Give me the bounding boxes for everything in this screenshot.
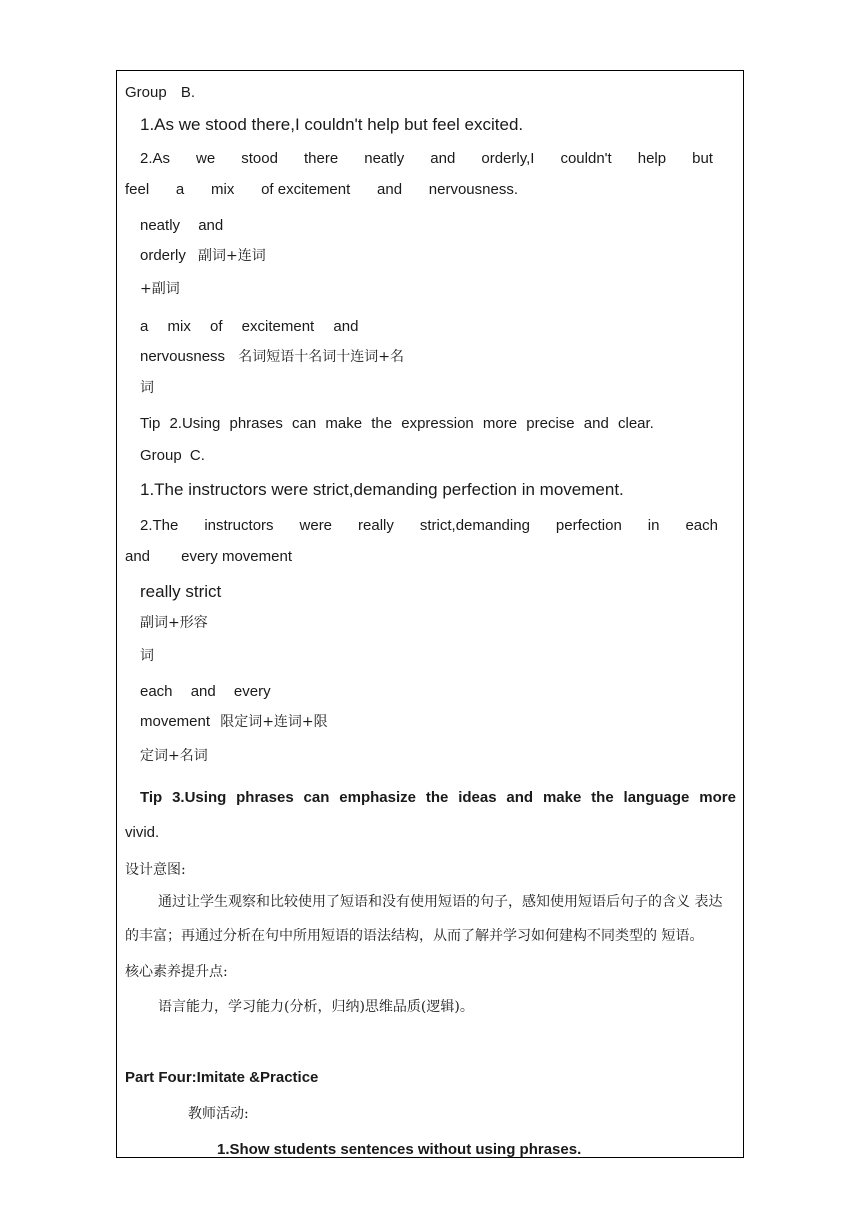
- tip-word: the: [591, 789, 614, 806]
- tip-word: the: [425, 789, 449, 806]
- sentence-word: we: [196, 150, 216, 167]
- design-intent-label: 设计意图:: [125, 862, 186, 878]
- sentence-word: mix: [211, 181, 235, 198]
- sentence-word: instructors: [204, 517, 274, 534]
- phrase-really-strict-analysis-cont: 词: [140, 648, 154, 664]
- group-c-sentence-2-line-1: [140, 517, 718, 535]
- tip-2: Tip 2.Using phrases can make the expression more precise and clear.: [140, 415, 654, 432]
- phrase-nervousness-analysis: 名词短语十名词十连词+名: [238, 349, 404, 365]
- group-b-sentence-2-line-1: [140, 150, 713, 168]
- tip-word: ideas: [458, 789, 497, 806]
- phrase-orderly-analysis-cont: +副词: [140, 281, 180, 297]
- group-c-sentence-1: 1.The instructors were strict,demanding perfection in movement.: [140, 480, 624, 499]
- phrase-really-strict-analysis: 副词+形容: [140, 615, 208, 631]
- phrase-movement-analysis: 限定词+连词+限: [220, 714, 328, 730]
- core-literacy-text: 语言能力，学习能力(分析，归纳)思维品质(逻辑)。: [158, 999, 474, 1015]
- sentence-word: 2.As: [140, 150, 171, 167]
- sentence-word: of excitement: [261, 181, 351, 198]
- group-b-sentence-2-line-2: [125, 181, 518, 199]
- design-intent-line-1: 通过让学生观察和比较使用了短语和没有使用短语的句子，感知使用短语后句子的含义 表达: [158, 894, 723, 910]
- sentence-word: were: [299, 517, 333, 534]
- teacher-activity-label: 教师活动:: [188, 1106, 249, 1122]
- tip-word: language: [623, 789, 690, 806]
- part-four-title: Part Four:Imitate &Practice: [125, 1069, 319, 1086]
- sentence-word: every movement: [181, 548, 292, 565]
- sentence-word: orderly,I: [481, 150, 535, 167]
- phrase-orderly-analysis: 副词+连词: [198, 248, 266, 264]
- phrase-movement-text: movement: [140, 713, 211, 730]
- phrase-nervousness-analysis-cont: 词: [140, 380, 154, 396]
- core-literacy-label: 核心素养提升点:: [125, 964, 228, 980]
- phrase-orderly-text: orderly: [140, 247, 186, 264]
- group-c-label: Group C.: [140, 447, 205, 464]
- sentence-word: in: [647, 517, 660, 534]
- sentence-word: couldn't: [560, 150, 612, 167]
- sentence-word: help: [637, 150, 667, 167]
- tip-3-line-1: [140, 789, 736, 807]
- sentence-word: and: [125, 548, 151, 565]
- sentence-word: each: [685, 517, 718, 534]
- tip-word: can: [303, 789, 330, 806]
- sentence-word: and: [430, 150, 456, 167]
- sentence-word: and: [377, 181, 403, 198]
- tip-3-line-2: vivid.: [125, 824, 160, 841]
- sentence-word: a: [175, 181, 185, 198]
- sentence-word: nervousness.: [428, 181, 518, 198]
- sentence-word: 2.The: [140, 517, 179, 534]
- group-c-sentence-2-line-2: [125, 548, 292, 566]
- group-b-sentence-1: 1.As we stood there,I couldn't help but feel excited.: [140, 115, 524, 134]
- phrase-neatly-and: neatly and: [140, 217, 224, 234]
- phrase-orderly: [140, 247, 266, 265]
- tip-word: and: [506, 789, 534, 806]
- sentence-word: there: [304, 150, 339, 167]
- group-b-label: Group B.: [125, 84, 196, 101]
- tip-word: emphasize: [339, 789, 416, 806]
- tip-word: Tip: [140, 789, 163, 806]
- phrase-each-and-every: each and every: [140, 683, 271, 700]
- phrase-nervousness: [140, 348, 404, 366]
- tip-word: phrases: [236, 789, 294, 806]
- sentence-word: but: [692, 150, 713, 167]
- phrase-nervousness-text: nervousness: [140, 348, 226, 365]
- tip-word: 3.Using: [172, 789, 227, 806]
- sentence-word: strict,demanding: [419, 517, 530, 534]
- sentence-word: perfection: [555, 517, 622, 534]
- phrase-a-mix-of: a mix of excitement and: [140, 318, 359, 335]
- tip-word: make: [542, 789, 582, 806]
- sentence-word: feel: [125, 181, 150, 198]
- sentence-word: neatly: [364, 150, 405, 167]
- phrase-really-strict: really strict: [140, 582, 222, 601]
- phrase-movement: [140, 713, 328, 731]
- sentence-word: really: [358, 517, 394, 534]
- sentence-word: stood: [241, 150, 278, 167]
- part-four-item-1: 1.Show students sentences without using phrases.: [217, 1141, 582, 1158]
- tip-word: more: [699, 789, 736, 806]
- phrase-movement-analysis-cont: 定词+名词: [140, 748, 208, 764]
- design-intent-line-2: 的丰富；再通过分析在句中所用短语的语法结构，从而了解并学习如何建构不同类型的 短语。: [125, 928, 704, 944]
